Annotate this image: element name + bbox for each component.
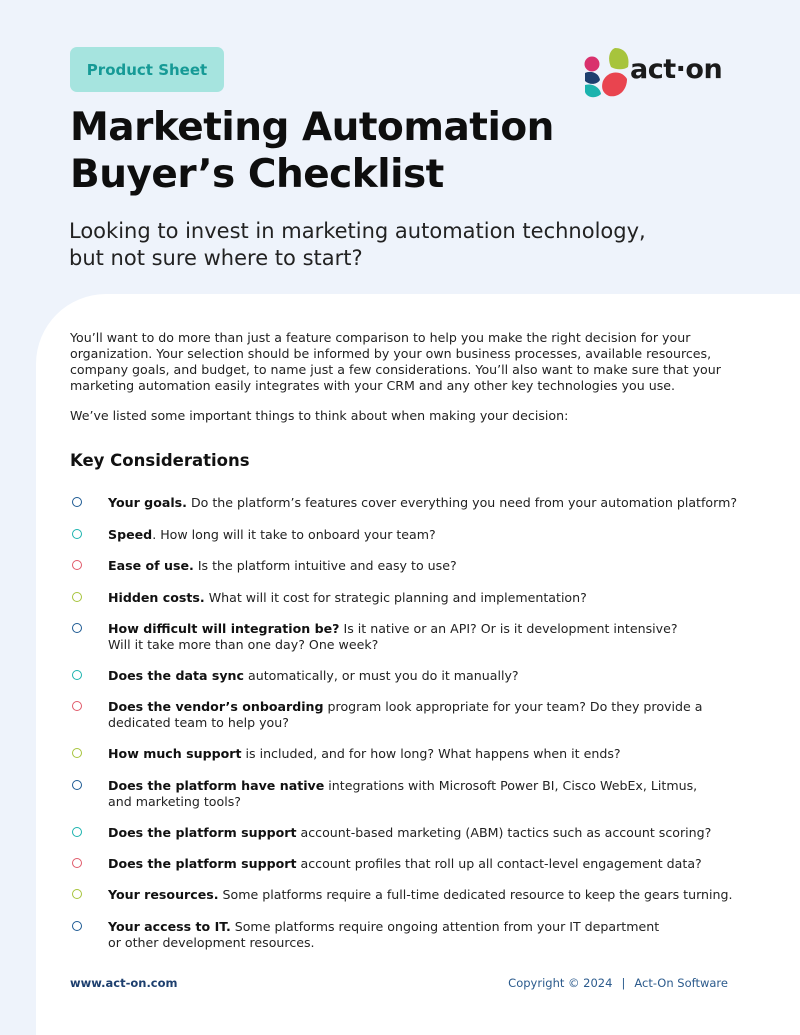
intro-line: marketing automation easily integrates with your CRM and any other key technologies you use. [70, 378, 676, 393]
page-subtitle [69, 218, 646, 272]
circle-bullet-icon [72, 889, 82, 899]
logo-mark-icon [583, 46, 629, 102]
item-description: automatically, or must you do it manually? [244, 668, 519, 683]
item-title: Your goals. [108, 495, 187, 510]
item-title: How much support [108, 746, 242, 761]
logo-wordmark: act·on [630, 54, 723, 85]
item-description: Some platforms require a full-time dedicated resource to keep the gears turning. [218, 887, 733, 902]
circle-bullet-icon [72, 623, 82, 633]
intro-paragraph [70, 330, 730, 394]
item-title: Your access to IT. [108, 919, 231, 934]
item-title: Speed [108, 527, 153, 542]
subtitle-line: but not sure where to start? [69, 246, 363, 270]
page-title [70, 104, 554, 198]
item-description: account profiles that roll up all contact-level engagement data? [296, 856, 702, 871]
circle-bullet-icon [72, 560, 82, 570]
act-on-logo [583, 46, 733, 102]
item-description-continued: or other development resources. [108, 935, 315, 950]
key-considerations-heading: Key Considerations [70, 451, 250, 470]
circle-bullet-icon [72, 701, 82, 711]
circle-bullet-icon [72, 921, 82, 931]
item-description: is included, and for how long? What happens when it ends? [241, 746, 621, 761]
product-sheet-badge [70, 47, 224, 92]
item-title: Does the vendor’s onboarding [108, 699, 324, 714]
item-description: . How long will it take to onboard your team? [152, 527, 436, 542]
item-description: Is it native or an API? Or is it development intensive? [339, 621, 678, 636]
item-description: Do the platform’s features cover everything you need from your automation platform? [186, 495, 738, 510]
item-title: Ease of use. [108, 558, 194, 573]
circle-bullet-icon [72, 529, 82, 539]
company-name: Act-On Software [634, 976, 728, 990]
item-description: program look appropriate for your team? Do they provide a [323, 699, 703, 714]
subtitle-line: Looking to invest in marketing automation technology, [69, 219, 646, 243]
item-title: Does the platform support [108, 856, 297, 871]
item-title: Hidden costs. [108, 590, 205, 605]
title-line: Buyer’s Checklist [70, 152, 444, 197]
item-description-continued: and marketing tools? [108, 794, 241, 809]
title-line: Marketing Automation [70, 105, 554, 150]
website-link[interactable]: www.act-on.com [70, 976, 178, 990]
item-description: Some platforms require ongoing attention from your IT department [230, 919, 660, 934]
item-description: What will it cost for strategic planning and implementation? [204, 590, 587, 605]
intro-line: You’ll want to do more than just a feature comparison to help you make the right decision for your [70, 330, 691, 345]
copyright-text: Copyright © 2024 [508, 976, 613, 990]
item-title: Does the data sync [108, 668, 244, 683]
item-description: Is the platform intuitive and easy to use? [193, 558, 457, 573]
lead-sentence: We’ve listed some important things to think about when making your decision: [70, 408, 569, 423]
intro-line: company goals, and budget, to name just a few considerations. You’ll also want to make sure that your [70, 362, 721, 377]
item-description: integrations with Microsoft Power BI, Cisco WebEx, Litmus, [324, 778, 698, 793]
item-description-continued: dedicated team to help you? [108, 715, 289, 730]
footer-separator: | [621, 976, 626, 990]
item-title: Does the platform have native [108, 778, 325, 793]
footer-copyright [508, 976, 728, 990]
item-description: account-based marketing (ABM) tactics such as account scoring? [296, 825, 712, 840]
circle-bullet-icon [72, 670, 82, 680]
item-description-continued: Will it take more than one day? One week? [108, 637, 379, 652]
badge-label: Product Sheet [86, 60, 208, 79]
item-title: Your resources. [108, 887, 219, 902]
circle-bullet-icon [72, 780, 82, 790]
circle-bullet-icon [72, 858, 82, 868]
intro-line: organization. Your selection should be informed by your own business processes, available resources, [70, 346, 712, 361]
circle-bullet-icon [72, 827, 82, 837]
circle-bullet-icon [72, 592, 82, 602]
circle-bullet-icon [72, 497, 82, 507]
item-title: Does the platform support [108, 825, 297, 840]
item-title: How difficult will integration be? [108, 621, 340, 636]
circle-bullet-icon [72, 748, 82, 758]
